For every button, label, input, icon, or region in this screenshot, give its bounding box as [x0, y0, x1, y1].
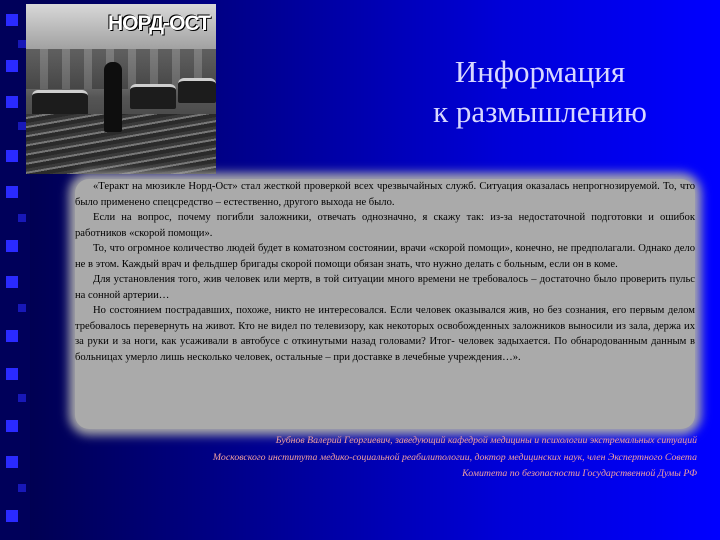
photo-car: [32, 90, 88, 115]
decorative-square: [6, 60, 18, 72]
decorative-square: [6, 150, 18, 162]
decorative-square: [6, 420, 18, 432]
decorative-square: [6, 330, 18, 342]
decorative-square: [6, 276, 18, 288]
quote-paragraph: То, что огромное количество людей будет в коматозном состоянии, врачи «скорой помощи», конечно, не предполагали. Однако дело не в этом. Каждый врач и фельдшер бригады скорой помощи обязан знать, что нужно делать с больным, если он в коме.: [75, 243, 695, 270]
quote-paragraph: Для установления того, жив человек или мертв, в той ситуации много времени не требовалось – достаточно было проверить пульс на сонной артерии…: [75, 274, 695, 301]
author-line: Московского института медико-социальной реабилитологии, доктор медицинских наук, член Экспертного Совета: [212, 451, 697, 463]
decorative-square: [18, 304, 26, 312]
photo-title: НОРД-ОСТ: [108, 12, 210, 35]
decorative-square: [6, 186, 18, 198]
slide-title-line: Информация: [454, 54, 626, 89]
quote-paragraph: Но состоянием пострадавших, похоже, никто не интересовался. Если человек оказывался жив, но без сознания, его первым делом требовалось перевернуть на живот. Кто не видел по телевизору, как некоторых освобожденных заложников выносили из зала, держа их за руки и за ноги, как усаживали в автобусе с откинутыми назад головами? Итог- человек задыхается. По обнародованным данным в больницах умерло лишь несколько человек, остальные – при доставке в лечебные учреждения…».: [75, 305, 695, 364]
decorative-square: [6, 510, 18, 522]
nord-ost-photo: [26, 4, 216, 174]
author-attribution: [110, 433, 697, 483]
decorative-square: [6, 14, 18, 26]
decorative-square: [18, 40, 26, 48]
decorative-square: [18, 394, 26, 402]
quote-text-block: [75, 179, 695, 429]
decorative-square: [18, 484, 26, 492]
decorative-square: [18, 214, 26, 222]
author-line: Комитета по безопасности Государственной Думы РФ: [462, 468, 697, 479]
decorative-square: [6, 456, 18, 468]
decorative-square: [18, 122, 26, 130]
author-line: Бубнов Валерий Георгиевич, заведующий кафедрой медицины и психологии экстремальных ситуаций: [275, 435, 697, 446]
slide-title: [390, 52, 690, 132]
photo-car: [130, 84, 176, 109]
slide-title-line: к размышлению: [433, 94, 647, 129]
quote-paragraph: Если на вопрос, почему погибли заложники, отвечать однозначно, я скажу так: из-за недостаточной подготовки и ошибок работников «скорой помощи».: [75, 212, 695, 239]
photo-figure: [104, 62, 122, 132]
quote-paragraph: «Теракт на мюзикле Норд-Ост» стал жесткой проверкой всех чрезвычайных служб. Ситуация оказалась непрогнозируемой. То, что было применено спецсредство – естественно, другого выхода не было.: [75, 181, 695, 208]
decorative-square: [6, 240, 18, 252]
decorative-square: [6, 96, 18, 108]
decorative-square: [6, 368, 18, 380]
photo-car: [178, 78, 216, 103]
